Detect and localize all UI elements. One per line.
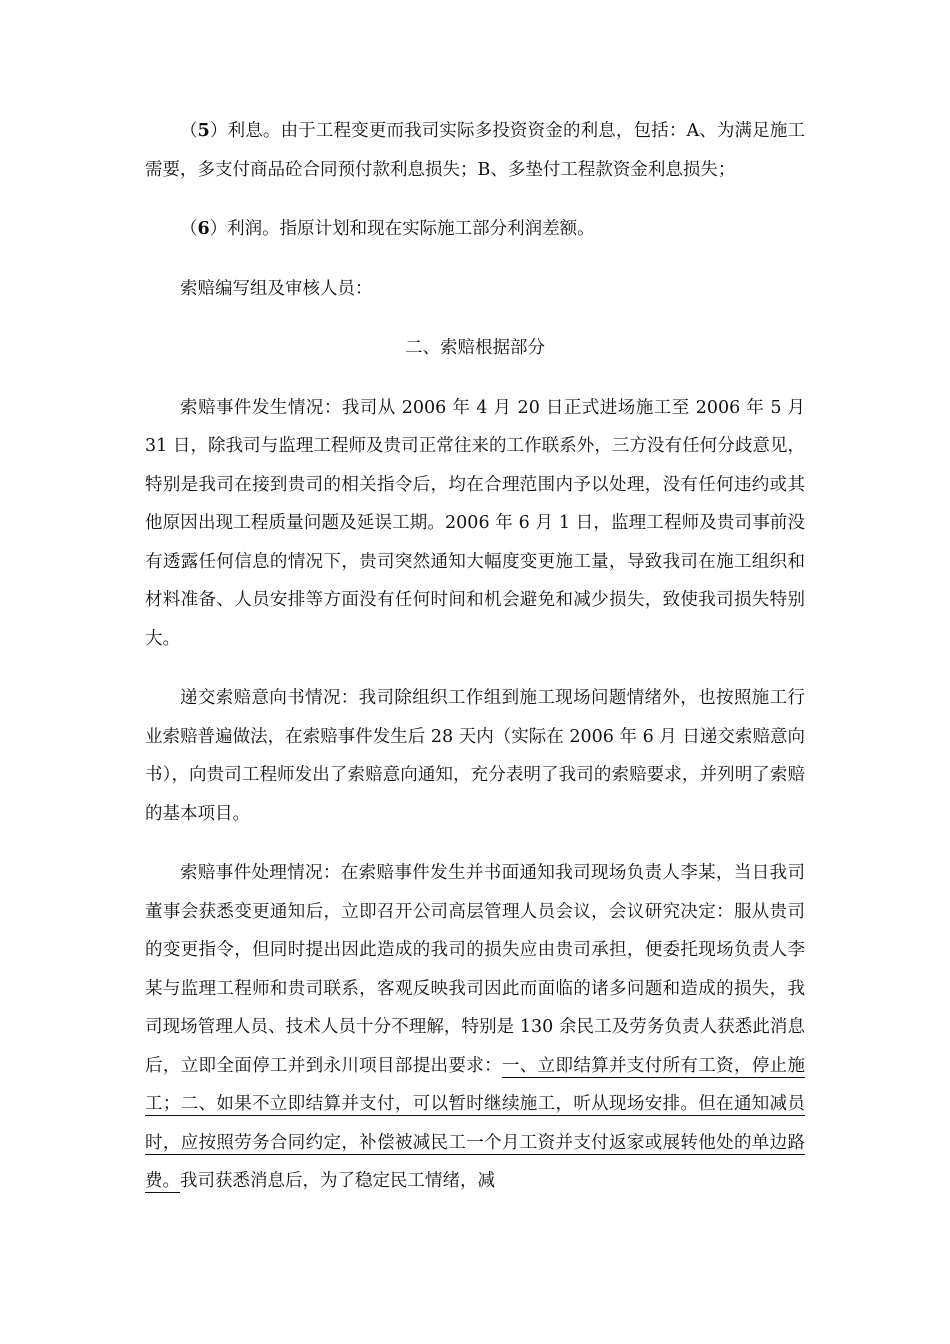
paragraph-claim-notice: 递交索赔意向书情况：我司除组织工作组到施工现场问题情绪外，也按照施工行业索赔普遍做法，在索赔事件发生后 28 天内（实际在 2006 年 6 月 日递交索赔意向书），向贵司工程师发出了索赔意向通知，充分表明了我司的索赔要求，并列明了索赔的基本项目。 xyxy=(145,688,805,824)
paragraph-claim-handling-tail: 我司获悉消息后，为了稳定民工情绪，减 xyxy=(180,1171,495,1191)
paragraph-interest-text: ）利息。由于工程变更而我司实际多投资资金的利息，包括：A、为满足施工需要，多支付商品砼合同预付款利息损失；B、多垫付工程款资金利息损失； xyxy=(145,121,806,180)
item-number: 5 xyxy=(197,121,210,141)
item-number-open: （ xyxy=(180,121,198,141)
underlined-demands: 一、立即结算并支付所有工资，停止施工；二、如果不立即结算并支付，可以暂时继续施工，听从现场安排。但在通知减员时，应按照劳务合同约定，补偿被减民工一个月工资并支付返家或展转他处的单边路费。 xyxy=(145,1055,806,1191)
item-number-open: （ xyxy=(180,219,198,239)
section-heading: 二、索赔根据部分 xyxy=(405,338,545,358)
paragraph-profit xyxy=(145,210,805,249)
document-page xyxy=(145,112,805,1201)
item-number: 6 xyxy=(197,219,210,239)
paragraph-profit-text: ）利润。指原计划和现在实际施工部分利润差额。 xyxy=(209,219,595,239)
paragraph-staff: 索赔编写组及审核人员： xyxy=(180,278,373,299)
paragraph-claim-handling xyxy=(145,854,805,1201)
paragraph-interest xyxy=(145,112,805,189)
paragraph-claim-handling-text: 索赔事件处理情况：在索赔事件发生并书面通知我司现场负责人李某，当日我司董事会获悉变更通知后，立即召开公司高层管理人员会议，会议研究决定：服从贵司的变更指令，但同时提出因此造成的我司的损失应由贵司承担，便委托现场负责人李某与监理工程师和贵司联系，客观反映我司因此而面临的诸多问题和造成的损失，我司现场管理人员、技术人员十分不理解，特别是 130 余民工及劳务负责人获悉此消息后，立即全面停工并到永川项目部提出要求： xyxy=(145,863,805,1076)
paragraph-claim-event: 索赔事件发生情况：我司从 2006 年 4 月 20 日正式进场施工至 2006 年 5 月 31 日，除我司与监理工程师及贵司正常往来的工作联系外，三方没有任何分歧意见，特别是我司在接到贵司的相关指令后，均在合理范围内予以处理，没有任何违约或其他原因出现工程质量问题及延误工期。2006 年 6 月 1 日，监理工程师及贵司事前没有透露任何信息的情况下，贵司突然通知大幅度变更施工量，导致我司在施工组织和材料准备、人员安排等方面没有任何时间和机会避免和减少损失，致使我司损失特别大。 xyxy=(145,397,805,649)
